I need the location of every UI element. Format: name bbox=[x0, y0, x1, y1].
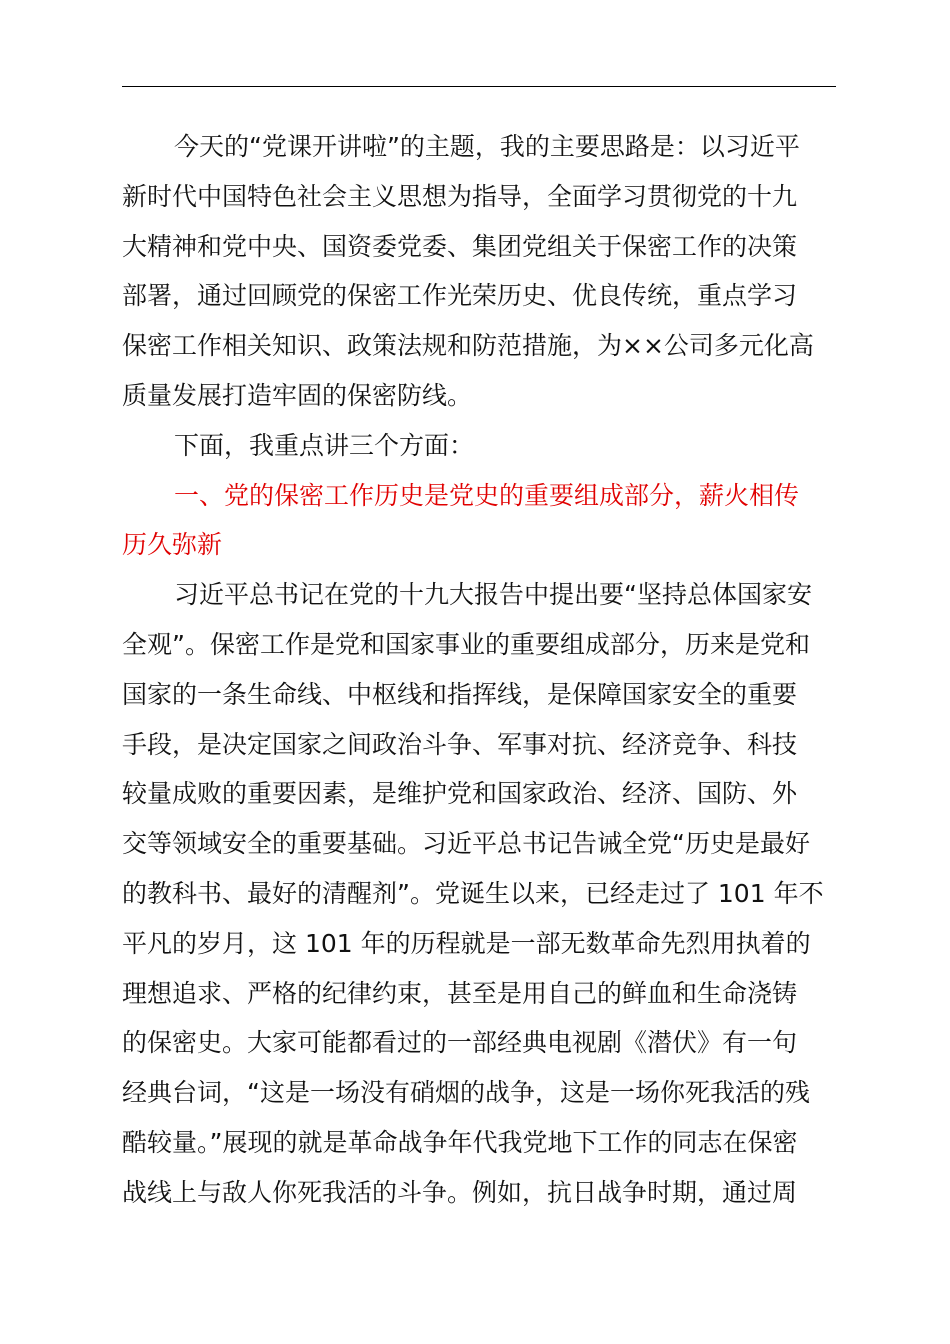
section-heading bbox=[122, 471, 838, 571]
text-line: 交等领域安全的重要基础。习近平总书记告诫全党“历史是最好 bbox=[122, 829, 810, 859]
text-line: 理想追求、严格的纪律约束，甚至是用自己的鲜血和生命浇铸 bbox=[122, 978, 798, 1008]
paragraph-history bbox=[122, 570, 838, 1217]
paragraph-intro bbox=[122, 122, 838, 421]
heading-line: 一、党的保密工作历史是党史的重要组成部分，薪火相传 bbox=[174, 480, 800, 510]
text-line: 新时代中国特色社会主义思想为指导，全面学习贯彻党的十九 bbox=[122, 181, 798, 211]
text-line: 的教科书、最好的清醒剂”。党诞生以来，已经走过了 101 年不 bbox=[122, 878, 824, 908]
text-line: 酷较量。”展现的就是革命战争年代我党地下工作的同志在保密 bbox=[122, 1127, 798, 1157]
text-line: 战线上与敌人你死我活的斗争。例如，抗日战争时期，通过周 bbox=[122, 1177, 798, 1207]
text-line: 今天的“党课开讲啦”的主题，我的主要思路是：以习近平 bbox=[174, 132, 800, 161]
text-line: 质量发展打造牢固的保密防线。 bbox=[122, 380, 473, 410]
heading-line: 历久弥新 bbox=[122, 530, 223, 560]
text-line: 下面，我重点讲三个方面： bbox=[174, 430, 475, 460]
document-body bbox=[122, 122, 838, 1218]
text-line: 手段，是决定国家之间政治斗争、军事对抗、经济竞争、科技 bbox=[122, 729, 798, 759]
text-line: 的保密史。大家可能都看过的一部经典电视剧《潜伏》有一句 bbox=[122, 1028, 798, 1058]
text-line: 平凡的岁月，这 101 年的历程就是一部无数革命先烈用执着的 bbox=[122, 928, 811, 958]
header-rule bbox=[122, 86, 836, 87]
text-line: 习近平总书记在党的十九大报告中提出要“坚持总体国家安 bbox=[174, 580, 812, 610]
text-line: 大精神和党中央、国资委党委、集团党组关于保密工作的决策 bbox=[122, 231, 798, 261]
paragraph-outline bbox=[122, 421, 838, 471]
text-line: 较量成败的重要因素，是维护党和国家政治、经济、国防、外 bbox=[122, 779, 798, 809]
text-line: 部署，通过回顾党的保密工作光荣历史、优良传统，重点学习 bbox=[122, 281, 798, 311]
text-line: 国家的一条生命线、中枢线和指挥线，是保障国家安全的重要 bbox=[122, 679, 798, 709]
text-line: 经典台词，“这是一场没有硝烟的战争，这是一场你死我活的残 bbox=[122, 1078, 810, 1108]
text-line: 全观”。保密工作是党和国家事业的重要组成部分，历来是党和 bbox=[122, 629, 810, 659]
text-line: 保密工作相关知识、政策法规和防范措施，为××公司多元化高 bbox=[122, 331, 814, 361]
